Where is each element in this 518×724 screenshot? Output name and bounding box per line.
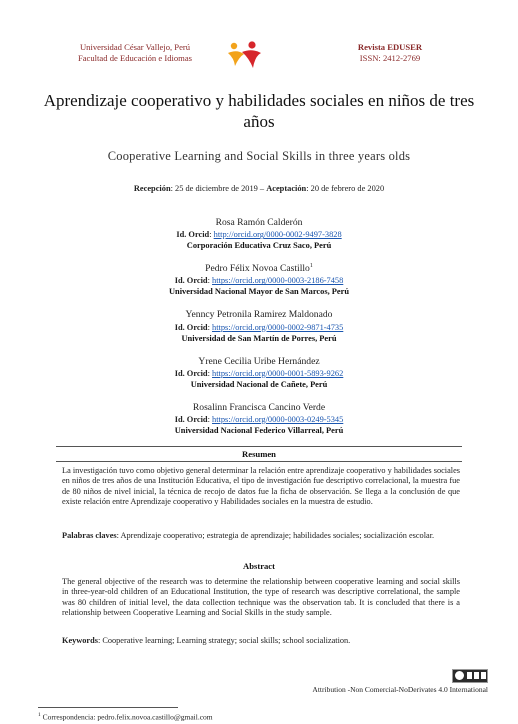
- footnote-text: Correspondencia: pedro.felix.novoa.castillo@gmail.com: [40, 712, 213, 722]
- section-rule: [56, 446, 462, 447]
- journal-block: [330, 42, 450, 64]
- author-name: Pedro Félix Novoa Castillo: [205, 263, 310, 275]
- accepted-date: : 20 de febrero de 2020: [306, 184, 385, 193]
- author-name: Yenncy Petronila Ramirez Maldonado: [185, 309, 333, 321]
- author-name: Rosa Ramón Calderón: [215, 217, 303, 229]
- received-label: Recepción: [133, 184, 171, 193]
- article-subtitle: Cooperative Learning and Social Skills in three years olds: [107, 149, 411, 163]
- section-rule: [56, 461, 462, 462]
- orcid-label: Id. Orcid: [174, 414, 208, 424]
- author-entry: Yrene Cecilia Uribe Hernández Id. Orcid: https://orcid.org/0000-0001-5893-9262 Universidad Nacional de Cañete, Perú: [0, 353, 518, 390]
- author-entry: Yenncy Petronila Ramirez Maldonado Id. Orcid: https://orcid.org/0000-0002-9871-4735 Universidad de San Martín de Porres, Perú: [0, 306, 518, 343]
- cc-by-nc-nd-icon[interactable]: [452, 669, 488, 683]
- journal-name: Revista EDUSER: [357, 42, 423, 52]
- author-institution: Universidad de San Martín de Porres, Perú: [181, 333, 337, 343]
- orcid-label: Id. Orcid: [176, 230, 210, 240]
- author-name: Rosalinn Francisca Cancino Verde: [192, 401, 326, 413]
- author-entry: Pedro Félix Novoa Castillo$^1$ Id. Orcid: https://orcid.org/0000-0003-2186-7458 Universidad Nacional Mayor de San Marcos, Perú: [0, 260, 518, 297]
- orcid-link[interactable]: http://orcid.org/0000-0002-9497-3828: [213, 230, 342, 240]
- footnote-rule: [38, 707, 178, 708]
- license-text: Attribution -Non Comercial-NoDerivates 4.0 International: [312, 685, 488, 694]
- eduser-logo-icon: [225, 38, 265, 72]
- orcid-label: Id. Orcid: [174, 368, 208, 378]
- author-institution: Corporación Educativa Cruz Saco, Perú: [186, 241, 332, 251]
- article-dates: [30, 184, 488, 193]
- abstract-text: The general objective of the research was to determine the relationship between cooperative learning and social skills in three-year-old children of an Educational Institution, the type of research was descriptive correlational, the sample was 80 children of initial level, the data collection technique was the observation tab. It is concluded that there is a relationship between Cooperative Learning and Social Skills in the study sample.: [62, 577, 460, 617]
- author-footnote-mark: 1: [309, 263, 313, 270]
- keywords-label: Palabras claves: [62, 531, 117, 540]
- keywords-label: Keywords: [62, 636, 98, 645]
- author-entry: Rosa Ramón Calderón Id. Orcid: http://orcid.org/0000-0002-9497-3828 Corporación Educativa Cruz Saco, Perú: [0, 214, 518, 251]
- keywords-text: : Cooperative learning; Learning strategy; social skills; school socialization.: [97, 636, 351, 645]
- author-institution: Universidad Nacional Federico Villarreal, Perú: [174, 425, 344, 435]
- footnote-mark: 1: [38, 712, 41, 718]
- article-title: Aprendizaje cooperativo y habilidades sociales en niños de tres años: [43, 91, 475, 131]
- faculty-name: Facultad de Educación e Idiomas: [77, 53, 193, 63]
- orcid-label: Id. Orcid: [174, 276, 208, 286]
- orcid-label: Id. Orcid: [174, 322, 208, 332]
- author-name: Yrene Cecilia Uribe Hernández: [198, 355, 320, 367]
- abstract-heading: Abstract: [243, 561, 275, 571]
- keywords-text: : Aprendizaje cooperativo; estrategia de aprendizaje; habilidades sociales; socialización escolar.: [116, 531, 435, 540]
- university-name: Universidad César Vallejo, Perú: [79, 42, 191, 52]
- orcid-link[interactable]: https://orcid.org/0000-0003-0249-5345: [212, 414, 344, 424]
- journal-issn: ISSN: 2412-2769: [359, 53, 421, 63]
- author-entry: Rosalinn Francisca Cancino Verde Id. Orcid: https://orcid.org/0000-0003-0249-5345 Universidad Nacional Federico Villarreal, Perú: [0, 399, 518, 436]
- orcid-link[interactable]: https://orcid.org/0000-0001-5893-9262: [212, 368, 344, 378]
- resumen-text: La investigación tuvo como objetivo general determinar la relación entre aprendizaje cooperativo y habilidades sociales en niños de tres años de una Institución Educativa, el tipo de investigación fue descriptivo correlacional, la muestra fue de 80 niños de nivel inicial, la técnica de recojo de datos fue la ficha de observación. Se llega a la conclusión de que existe relación entre Aprendizaje cooperativo y Habilidades sociales en la muestra de estudio.: [62, 466, 460, 506]
- author-list: [0, 214, 518, 445]
- correspondence-footnote: [38, 712, 338, 722]
- orcid-link[interactable]: https://orcid.org/0000-0002-9871-4735: [212, 322, 344, 332]
- journal-header: [0, 42, 518, 82]
- author-institution: Universidad Nacional de Cañete, Perú: [190, 379, 328, 389]
- accepted-label: Aceptación: [266, 184, 307, 193]
- received-date: : 25 de diciembre de 2019 –: [170, 184, 267, 193]
- orcid-link[interactable]: https://orcid.org/0000-0003-2186-7458: [212, 276, 344, 286]
- resumen-keywords: [62, 531, 460, 541]
- author-institution: Universidad Nacional Mayor de San Marcos, Perú: [169, 287, 349, 297]
- resumen-heading: Resumen: [242, 449, 276, 459]
- abstract-keywords: [62, 636, 460, 646]
- affiliation-block: [50, 42, 220, 64]
